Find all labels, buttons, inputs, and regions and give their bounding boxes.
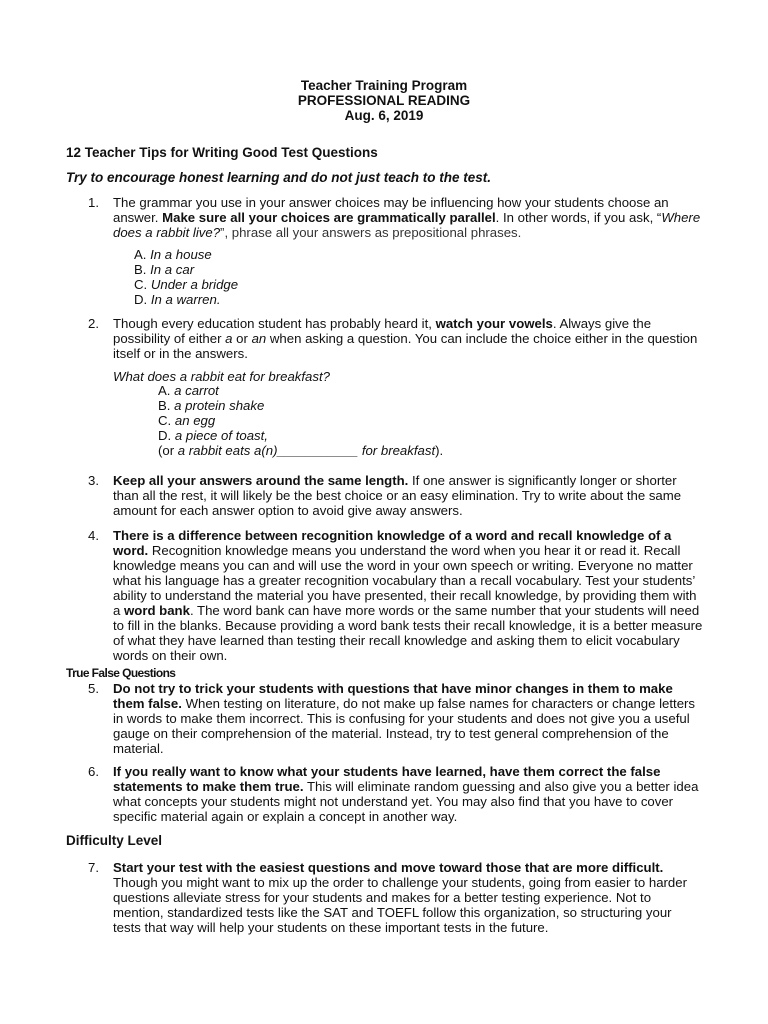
section-heading-difficulty: Difficulty Level bbox=[66, 833, 163, 848]
tip-number: 7. bbox=[88, 860, 99, 875]
tip-2-text: Though every education student has probably heard it, watch your vowels. Always give the possibility of either a or an when asking a question. You can include the choice either in the question itself or in the answers. bbox=[113, 316, 698, 361]
example-question: What does a rabbit eat for breakfast? bbox=[113, 369, 330, 384]
option-c: C. Under a bridge bbox=[134, 277, 239, 292]
option-a: A. a carrot bbox=[158, 383, 219, 398]
option-alternative: (or a rabbit eats a(n)___________ for breakfast). bbox=[158, 443, 444, 458]
tip-1-text: The grammar you use in your answer choices may be influencing how your students choose an answer. Make sure all your choices are grammatically parallel. In other words, if you ask, “Where does a rabbit live?”, phrase all your answers as prepositional phrases. bbox=[113, 195, 701, 240]
option-a: A. In a house bbox=[134, 247, 212, 262]
section-heading-true-false: True False Questions bbox=[66, 666, 176, 680]
document-title: 12 Teacher Tips for Writing Good Test Questions bbox=[66, 145, 378, 160]
option-b: B. In a car bbox=[134, 262, 195, 277]
option-d: D. a piece of toast, bbox=[158, 428, 268, 443]
tip-number: 6. bbox=[88, 764, 99, 779]
tip-number: 4. bbox=[88, 528, 99, 543]
tip-number: 2. bbox=[88, 316, 99, 331]
tip-number: 3. bbox=[88, 473, 99, 488]
tip-4-text: There is a difference between recognition knowledge of a word and recall knowledge of a word. Recognition knowledge means you understand the word when you hear it or read it. Recall knowledge means you can and will use the word in your own speech or writing. Everyone no matter what his language has a greater recognition vocabulary than a recall vocabulary. Test your students’ ability to understand the material you have presented, their recall knowledge, by providing them with a word bank. The word bank can have more words or the same number that your students will need to fill in the blanks. Because providing a word bank tests their recall knowledge, it is a better measure of what they have learned than testing their recall knowledge and asking them to elicit vocabulary words on their own. bbox=[113, 528, 703, 663]
reading-title: PROFESSIONAL READING bbox=[297, 93, 471, 108]
tip-5-text: Do not try to trick your students with questions that have minor changes in them to make them false. When testing on literature, do not make up false names for characters or change letters in words to make them incorrect. This is confusing for your students and does not give you a useful gauge on their comprehension of the material. Instead, try to test general comprehension of the material. bbox=[113, 681, 696, 756]
option-d: D. In a warren. bbox=[134, 292, 221, 307]
document-subtitle: Try to encourage honest learning and do not just teach to the test. bbox=[66, 170, 492, 185]
tip-7-text: Start your test with the easiest questions and move toward those that are more difficult. Though you might want to mix up the order to challenge your students, going from easier to harder questions alleviate stress for your students and makes for a better testing experience. Not to mention, standardized tests like the SAT and TOEFL follow this organization, so structuring your tests that way will help your students on these important tests in the future. bbox=[113, 860, 687, 935]
option-c: C. an egg bbox=[158, 413, 216, 428]
tip-6-text: If you really want to know what your students have learned, have them correct the false statements to make them true. This will eliminate random guessing and also give you a better idea what concepts your students might not understand yet. You may also find that you have to cover specific material again or explain a concept in another way. bbox=[113, 764, 699, 824]
option-b: B. a protein shake bbox=[158, 398, 265, 413]
tip-number: 5. bbox=[88, 681, 99, 696]
tip-3-text: Keep all your answers around the same length. If one answer is significantly longer or shorter than all the rest, it will likely be the best choice or an easy elimination. Try to write about the same amount for each answer option to avoid give away answers. bbox=[113, 473, 682, 518]
tip-number: 1. bbox=[88, 195, 99, 210]
date: Aug. 6, 2019 bbox=[344, 108, 424, 123]
program-title: Teacher Training Program bbox=[300, 78, 468, 93]
